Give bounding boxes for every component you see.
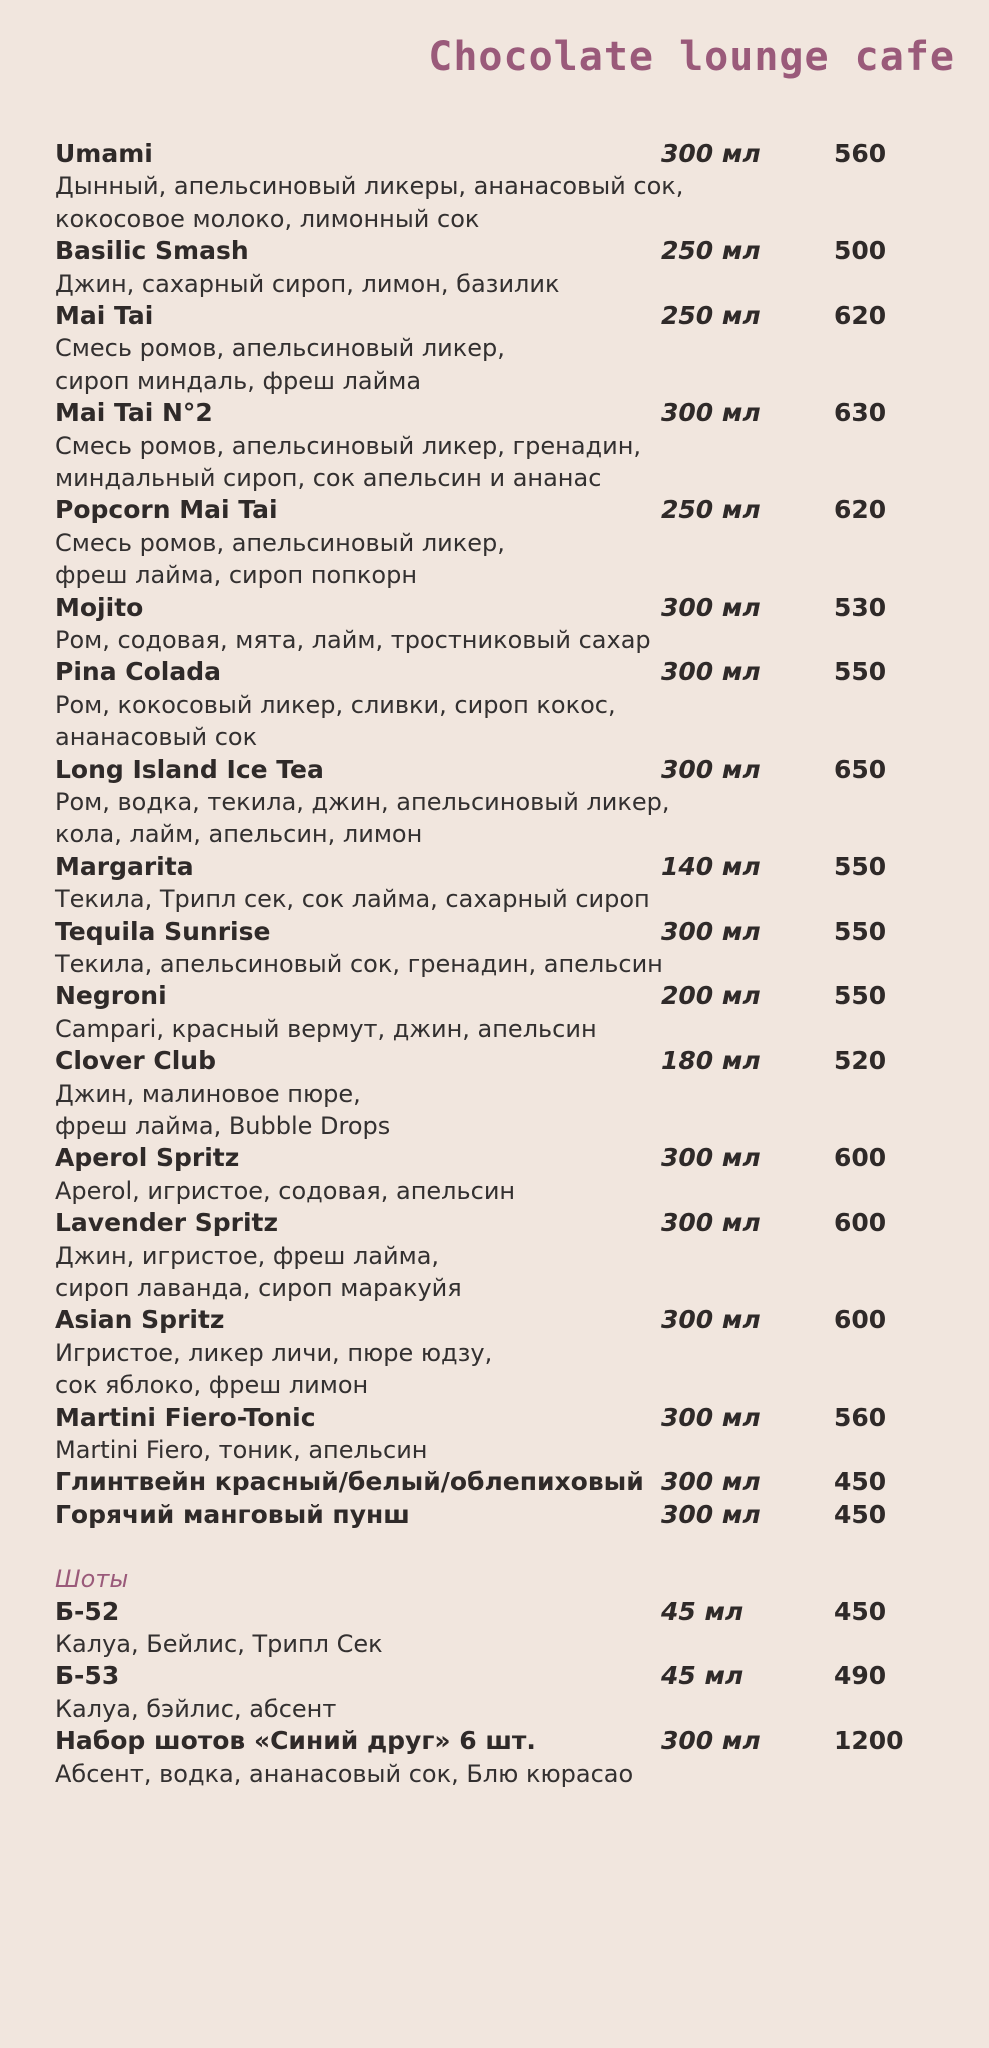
item-description: Текила, Трипл сек, сок лайма, сахарный сироп xyxy=(55,885,650,914)
menu-item-row xyxy=(55,397,935,429)
item-name: Martini Fiero-Tonic xyxy=(55,1402,316,1432)
menu-item xyxy=(55,754,935,851)
menu-item xyxy=(55,1466,935,1498)
menu-item-row xyxy=(55,754,935,786)
item-name: Глинтвейн красный/белый/облепиховый xyxy=(55,1467,644,1497)
item-description: фреш лайма, сироп попкорн xyxy=(55,561,418,590)
item-description: Дынный, апельсиновый ликеры, ананасовый сок, xyxy=(55,172,684,201)
menu-item xyxy=(55,980,935,1045)
item-volume: 300 мл xyxy=(661,398,761,428)
shots-section-title: Шоты xyxy=(55,1565,129,1594)
item-price: 630 xyxy=(834,398,887,428)
item-description: Ром, кокосовый ликер, сливки, сироп кокос, xyxy=(55,690,616,719)
item-price: 600 xyxy=(834,1143,887,1173)
item-price: 450 xyxy=(834,1499,887,1529)
menu-item xyxy=(55,494,935,591)
item-description: Джин, малиновое пюре, xyxy=(55,1079,361,1108)
cocktail-list xyxy=(55,138,935,1531)
menu-item-row xyxy=(55,1725,935,1757)
item-price: 550 xyxy=(834,916,887,946)
menu-item xyxy=(55,1304,935,1401)
menu-item xyxy=(55,916,935,981)
menu-item-row xyxy=(55,851,935,883)
item-description: Смесь ромов, апельсиновый ликер, xyxy=(55,528,505,557)
item-description: Игристое, ликер личи, пюре юдзу, xyxy=(55,1338,493,1367)
item-price: 550 xyxy=(834,981,887,1011)
item-price: 560 xyxy=(834,139,887,168)
menu-item-row xyxy=(55,1142,935,1174)
menu-item-row xyxy=(55,1596,935,1628)
item-price: 450 xyxy=(834,1467,887,1497)
item-name: Margarita xyxy=(55,851,194,881)
item-description: Смесь ромов, апельсиновый ликер, гренадин, xyxy=(55,431,642,460)
menu-item-row xyxy=(55,1402,935,1434)
menu-item xyxy=(55,851,935,916)
item-description: Абсент, водка, ананасовый сок, Блю кюрасао xyxy=(55,1759,634,1788)
item-description: сироп лаванда, сироп маракуйя xyxy=(55,1274,462,1302)
menu-item-row xyxy=(55,1045,935,1077)
menu-item xyxy=(55,138,935,235)
menu-item xyxy=(55,235,935,300)
item-volume: 300 мл xyxy=(661,1402,761,1432)
item-price: 650 xyxy=(834,754,887,784)
menu-item xyxy=(55,300,935,397)
menu-item xyxy=(55,1207,935,1304)
item-volume: 300 мл xyxy=(661,1499,761,1529)
item-name: Umami xyxy=(55,139,153,168)
menu-item xyxy=(55,656,935,753)
item-volume: 140 мл xyxy=(661,851,761,881)
item-volume: 200 мл xyxy=(661,981,761,1011)
item-price: 550 xyxy=(834,851,887,881)
item-volume: 45 мл xyxy=(661,1596,744,1626)
section-spacer xyxy=(55,1531,935,1563)
menu-item xyxy=(55,1499,935,1531)
menu-item xyxy=(55,592,935,657)
item-price: 490 xyxy=(834,1661,887,1691)
item-name: Mai Tai xyxy=(55,301,154,330)
item-volume: 300 мл xyxy=(661,754,761,784)
item-volume: 250 мл xyxy=(661,495,761,525)
menu-item-row xyxy=(55,980,935,1012)
menu-list xyxy=(55,138,935,1790)
item-name: Long Island Ice Tea xyxy=(55,754,324,784)
menu-item-row xyxy=(55,656,935,688)
menu-item-row xyxy=(55,1304,935,1336)
item-description: Калуа, бэйлис, абсент xyxy=(55,1694,337,1723)
item-name: Popcorn Mai Tai xyxy=(55,495,278,525)
item-price: 600 xyxy=(834,1208,887,1238)
item-name: Aperol Spritz xyxy=(55,1143,240,1173)
item-name: Pina Colada xyxy=(55,657,221,687)
menu-item xyxy=(55,1660,935,1725)
item-description: кола, лайм, апельсин, лимон xyxy=(55,820,423,849)
item-volume: 300 мл xyxy=(661,1305,761,1335)
item-description: Джин, игристое, фреш лайма, xyxy=(55,1241,440,1270)
item-name: Asian Spritz xyxy=(55,1305,225,1335)
item-name: Б-52 xyxy=(55,1596,120,1626)
item-description: Текила, апельсиновый сок, гренадин, апельсин xyxy=(55,950,663,978)
item-volume: 250 мл xyxy=(661,301,761,330)
item-price: 620 xyxy=(834,495,887,525)
item-description: Ром, водка, текила, джин, апельсиновый ликер, xyxy=(55,788,670,816)
item-name: Lavender Spritz xyxy=(55,1208,279,1238)
item-description: Ром, содовая, мята, лайм, тростниковый сахар xyxy=(55,626,651,654)
item-description: Campari, красный вермут, джин, апельсин xyxy=(55,1014,597,1043)
item-price: 1200 xyxy=(834,1726,904,1756)
item-price: 520 xyxy=(834,1046,887,1076)
item-description: Martini Fiero, тоник, апельсин xyxy=(55,1436,428,1464)
item-name: Tequila Sunrise xyxy=(55,916,271,946)
item-name: Б-53 xyxy=(55,1661,120,1691)
menu-item xyxy=(55,1596,935,1661)
item-volume: 45 мл xyxy=(661,1661,744,1691)
menu-item-row xyxy=(55,300,935,332)
item-volume: 300 мл xyxy=(661,1208,761,1238)
menu-item-row xyxy=(55,1207,935,1239)
item-volume: 300 мл xyxy=(661,139,761,168)
menu-item-row xyxy=(55,235,935,267)
item-volume: 300 мл xyxy=(661,657,761,687)
item-description: миндальный сироп, сок апельсин и ананас xyxy=(55,464,602,492)
menu-item-row xyxy=(55,1466,935,1498)
item-volume: 300 мл xyxy=(661,1726,761,1756)
item-description: Aperol, игристое, содовая, апельсин xyxy=(55,1176,516,1205)
item-price: 600 xyxy=(834,1305,887,1335)
item-price: 620 xyxy=(834,301,887,330)
menu-item-row xyxy=(55,592,935,624)
item-name: Mai Tai N°2 xyxy=(55,398,213,428)
shots-list xyxy=(55,1596,935,1790)
item-price: 530 xyxy=(834,592,887,622)
item-price: 500 xyxy=(834,236,887,266)
item-volume: 180 мл xyxy=(661,1046,761,1076)
item-description: сироп миндаль, фреш лайма xyxy=(55,366,422,395)
item-name: Clover Club xyxy=(55,1046,216,1076)
menu-item xyxy=(55,1725,935,1790)
item-price: 450 xyxy=(834,1596,887,1626)
item-name: Набор шотов «Синий друг» 6 шт. xyxy=(55,1726,536,1756)
item-volume: 300 мл xyxy=(661,1467,761,1497)
menu-item-row xyxy=(55,1499,935,1531)
item-volume: 250 мл xyxy=(661,236,761,266)
item-description: кокосовое молоко, лимонный сок xyxy=(55,204,480,233)
item-description: Смесь ромов, апельсиновый ликер, xyxy=(55,334,505,363)
brand-title: Chocolate lounge cafe xyxy=(428,34,955,80)
menu-item-row xyxy=(55,916,935,948)
menu-item xyxy=(55,1045,935,1142)
item-name: Mojito xyxy=(55,592,144,622)
menu-item-row xyxy=(55,1660,935,1692)
item-description: Джин, сахарный сироп, лимон, базилик xyxy=(55,269,560,298)
item-description: сок яблоко, фреш лимон xyxy=(55,1371,369,1400)
item-description: ананасовый сок xyxy=(55,723,258,752)
menu-item xyxy=(55,397,935,494)
menu-item xyxy=(55,1402,935,1467)
item-description: Калуа, Бейлис, Трипл Сек xyxy=(55,1629,383,1658)
item-name: Горячий манговый пунш xyxy=(55,1499,410,1529)
menu-item-row xyxy=(55,494,935,526)
item-description: фреш лайма, Bubble Drops xyxy=(55,1112,391,1140)
menu-item xyxy=(55,1142,935,1207)
item-volume: 300 мл xyxy=(661,1143,761,1173)
menu-item-row xyxy=(55,138,935,170)
item-name: Negroni xyxy=(55,981,167,1011)
item-volume: 300 мл xyxy=(661,916,761,946)
item-price: 550 xyxy=(834,657,887,687)
item-price: 560 xyxy=(834,1402,887,1432)
item-volume: 300 мл xyxy=(661,592,761,622)
item-name: Basilic Smash xyxy=(55,236,249,266)
